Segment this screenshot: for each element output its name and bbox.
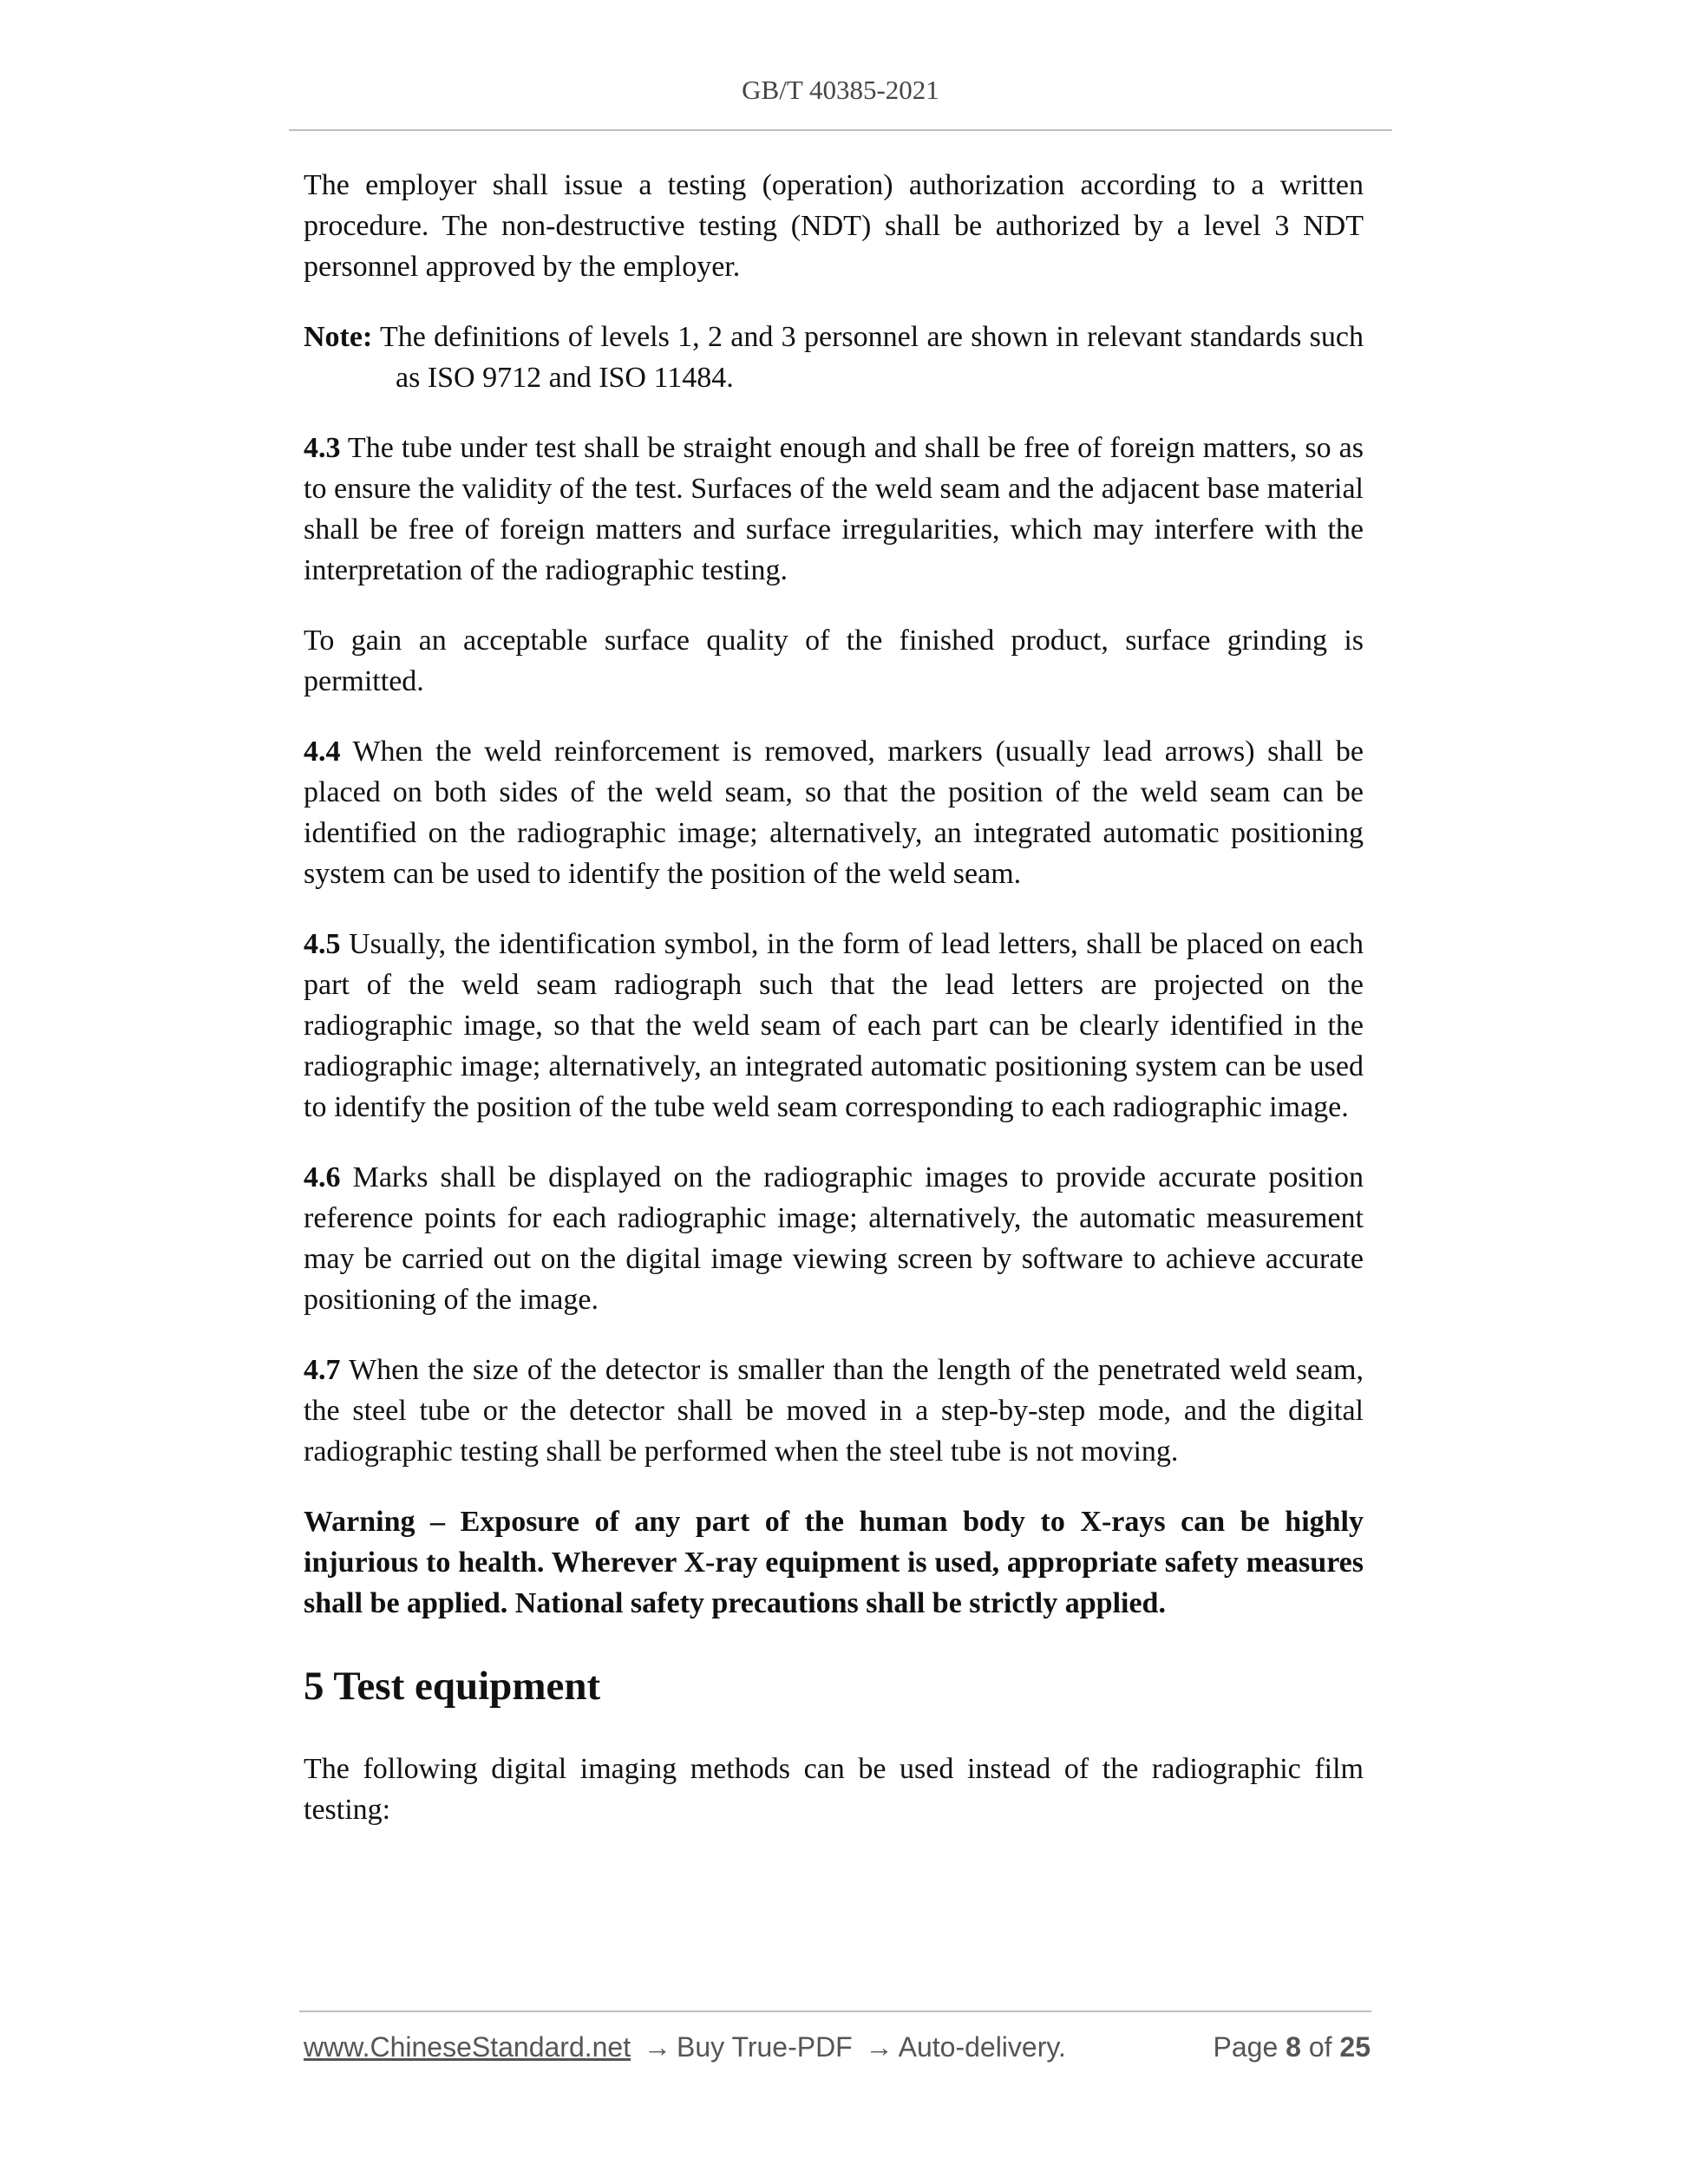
footer-divider (299, 2011, 1371, 2012)
document-body (304, 165, 1364, 1860)
page-total: 25 (1339, 2031, 1371, 2063)
clause-4-3 (304, 428, 1364, 591)
of-label: of (1308, 2031, 1332, 2063)
arrow-right-icon: → (644, 2031, 671, 2063)
clause-4-4-number: 4.4 (304, 736, 341, 768)
page-footer (304, 2028, 1371, 2066)
buy-pdf-text: Buy True-PDF (677, 2031, 853, 2063)
clause-4-3-text: The tube under test shall be straight enough and shall be free of foreign matters, so as to ensure the validity of the test. Surfaces of the weld seam and the adjacent base material shall be free of foreign matters and surface irregularities, which may interfere with the interpretation of the radiographic testing. (304, 432, 1364, 586)
clause-4-4 (304, 731, 1364, 894)
clause-4-5-number: 4.5 (304, 928, 341, 960)
clause-4-6 (304, 1157, 1364, 1320)
section-5-heading: 5 Test equipment (304, 1664, 601, 1709)
clause-4-6-text: Marks shall be displayed on the radiographic images to provide accurate position reference points for each radiographic image; alternatively, the automatic measurement may be carried out on the digital image viewing screen by software to achieve accurate positioning of the image. (304, 1161, 1364, 1316)
note-label: Note: (304, 321, 373, 353)
paragraph-grinding: To gain an acceptable surface quality of the finished product, surface grinding is permitted. (304, 624, 1364, 697)
clause-4-7 (304, 1350, 1364, 1472)
note-text: The definitions of levels 1, 2 and 3 personnel are shown in relevant standards such as ISO 9712 and ISO 11484. (372, 321, 1364, 394)
clause-4-6-number: 4.6 (304, 1161, 341, 1193)
clause-4-7-number: 4.7 (304, 1354, 341, 1386)
arrow-right-icon: → (865, 2031, 893, 2063)
clause-4-7-text: When the size of the detector is smaller than the length of the penetrated weld seam, the steel tube or the detector shall be moved in a step-by-step mode, and the digital radiographic testing shall be performed when the steel tube is not moving. (304, 1354, 1364, 1468)
header-divider (289, 129, 1392, 131)
page-label: Page (1213, 2031, 1279, 2063)
warning-paragraph: Warning – Exposure of any part of the human body to X-rays can be highly injurious to health. Wherever X-ray equipment is used, appropriate safety measures shall be applied. National safety precautions shall be strictly applied. (304, 1506, 1364, 1619)
clause-4-4-text: When the weld reinforcement is removed, markers (usually lead arrows) shall be placed on both sides of the weld seam, so that the position of the weld seam can be identified on the radiographic image; alternatively, an integrated automatic positioning system can be used to identify the position of the weld seam. (304, 736, 1364, 890)
paragraph-authorization: The employer shall issue a testing (operation) authorization according to a written procedure. The non-destructive testing (NDT) shall be authorized by a level 3 NDT personnel approved by the employer. (304, 169, 1364, 283)
page-header (289, 75, 1392, 106)
paragraph-digital-methods: The following digital imaging methods can be used instead of the radiographic film testing: (304, 1753, 1364, 1826)
clause-4-3-number: 4.3 (304, 432, 341, 464)
page-indicator (1214, 2028, 1371, 2066)
auto-delivery-text: Auto-delivery. (898, 2031, 1066, 2063)
note-paragraph (304, 317, 1364, 398)
clause-4-5-text: Usually, the identification symbol, in the form of lead letters, shall be placed on each part of the weld seam radiograph such that the lead letters are projected on the radiographic image, so that the weld seam of each part can be clearly identified in the radiographic image; alternatively, an integrated automatic positioning system can be used to identify the position of the tube weld seam corresponding to each radiographic image. (304, 928, 1364, 1123)
clause-4-5 (304, 924, 1364, 1128)
page-number: 8 (1286, 2031, 1301, 2063)
document-id: GB/T 40385-2021 (742, 75, 939, 105)
site-link[interactable]: www.ChineseStandard.net (304, 2031, 631, 2063)
